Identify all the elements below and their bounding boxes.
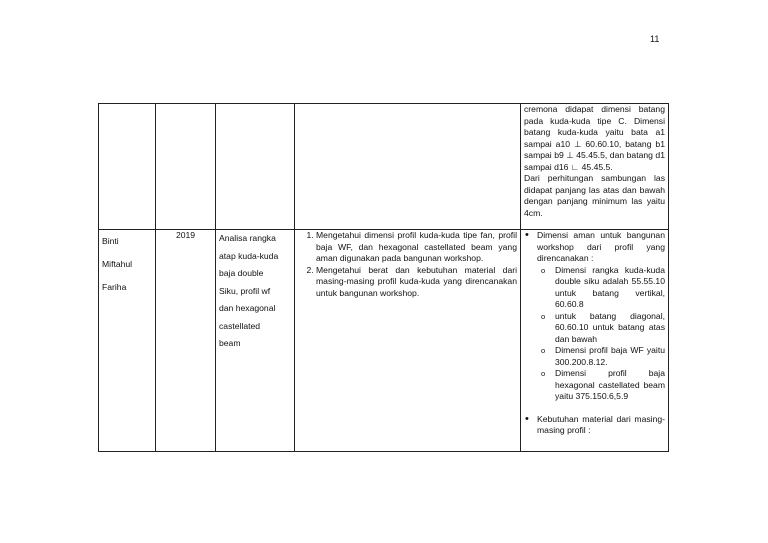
table-row [99, 230, 669, 452]
author-name-line: Fariha [102, 282, 127, 292]
page-number: 11 [650, 34, 660, 44]
result-sub-list [537, 265, 665, 403]
title-cell [216, 104, 295, 230]
author-name-line: Miftahul [102, 259, 133, 269]
results-cell [521, 230, 669, 452]
result-item-text: • Kebutuhan material dari masing-masing profil : [537, 413, 665, 435]
publication-year: 2019 [175, 230, 196, 240]
author-name-line: Binti [102, 236, 119, 246]
objective-item: 2. Mengetahui berat dan kebutuhan material dari masing-masing profil kuda-kuda yang direncanakan untuk bangunan workshop. [316, 265, 517, 300]
year-cell [156, 230, 216, 452]
results-cell [521, 104, 669, 230]
objective-item: 1. Mengetahui dimensi profil kuda-kuda tipe fan, profil baja WF, dan hexagonal castellated beam yang aman digunakan pada bangunan workshop. [316, 230, 517, 265]
author-cell [99, 104, 156, 230]
literature-review-table [98, 103, 669, 452]
result-item [537, 230, 665, 414]
spacer [537, 403, 665, 414]
result-sub-item: o untuk batang diagonal, 60.60.10 untuk batang atas dan bawah [555, 311, 665, 346]
author-cell [99, 230, 156, 452]
result-sub-item: o Dimensi profil baja hexagonal castellated beam yaitu 375.150.6,5.9 [555, 368, 665, 403]
title-line: dan hexagonal [219, 303, 276, 313]
result-item [537, 414, 665, 437]
title-line: castellated [219, 320, 261, 331]
title-line: Analisa rangka [219, 233, 276, 243]
year-cell [156, 104, 216, 230]
objectives-list [298, 230, 517, 299]
result-item-text: • Dimensi aman untuk bangunan workshop dari profil yang direncanakan : [537, 230, 665, 263]
results-text: Dari perhitungan sambungan las didapat panjang las atas dan bawah dengan panjang minimum las yaitu 4cm. [524, 173, 665, 218]
results-list [524, 230, 665, 437]
title-line: Siku, profil wf [219, 285, 271, 296]
title-cell [216, 230, 295, 452]
table-row [99, 104, 669, 230]
objectives-cell [295, 230, 521, 452]
results-text: cremona didapat dimensi batang pada kuda-kuda tipe C. Dimensi batang kuda-kuda yaitu bata a1 sampai a10 ⊥ 60.60.10, batang b1 sampai b9 ⊥ 45.45.5, dan batang d1 sampai d16 ∟ 45.45.5. [524, 104, 665, 172]
objectives-cell [295, 104, 521, 230]
title-line: baja double [219, 268, 264, 278]
title-line: atap kuda-kuda [219, 250, 279, 261]
title-line: beam [219, 338, 241, 348]
result-sub-item: o Dimensi rangka kuda-kuda double siku adalah 55.55.10 untuk batang vertikal, 60.60.8 [555, 265, 665, 311]
result-sub-item: o Dimensi profil baja WF yaitu 300.200.8.12. [555, 345, 665, 368]
